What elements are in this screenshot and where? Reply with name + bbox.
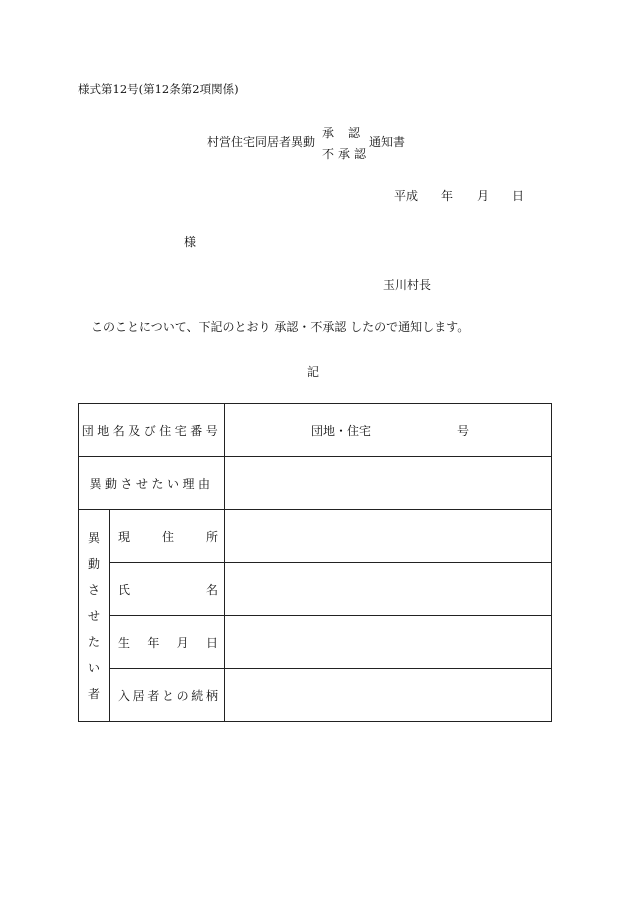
current-address-label: 現 住 所: [110, 510, 225, 563]
housing-value-suffix: 号: [457, 423, 470, 438]
table-row: [79, 563, 552, 616]
notice-table: [78, 403, 552, 722]
body-text: このことについて、下記のとおり 承認・不承認 したので通知します。: [91, 320, 470, 334]
table-row: [79, 669, 552, 722]
group-label: 異 動 さ せ た い 者: [79, 510, 110, 722]
housing-value-prefix: 団地・住宅: [311, 423, 372, 438]
housing-value[interactable]: [225, 404, 552, 457]
birthdate-label: 生 年 月 日: [110, 616, 225, 669]
reason-value[interactable]: [225, 457, 552, 510]
title-suffix: 通知書: [369, 135, 406, 149]
title-option-approve: 承認: [322, 126, 375, 140]
date-era: 平成: [394, 189, 419, 203]
date-month-label: 月: [477, 189, 490, 203]
name-value[interactable]: [225, 563, 552, 616]
current-address-value[interactable]: [225, 510, 552, 563]
table-row: [79, 404, 552, 457]
table-row: [79, 510, 552, 563]
name-label: 氏 名: [110, 563, 225, 616]
relationship-value[interactable]: [225, 669, 552, 722]
date-day-label: 日: [512, 189, 525, 203]
date-year-label: 年: [441, 189, 454, 203]
reason-label: 異動させたい理由: [79, 457, 225, 510]
birthdate-value[interactable]: [225, 616, 552, 669]
addressee-suffix: 様: [184, 235, 197, 249]
table-row: [79, 457, 552, 510]
table-row: [79, 616, 552, 669]
document-title: 村営住宅同居者異動: [207, 135, 316, 149]
relationship-label: 入 居 者 と の 続 柄: [110, 669, 225, 722]
title-option-disapprove: 不承認: [322, 147, 371, 161]
housing-label: 団地名及び住宅番号: [79, 404, 225, 457]
ki-heading: 記: [307, 365, 320, 379]
form-number: 様式第12号(第12条第2項関係): [78, 82, 239, 96]
sender: 玉川村長: [383, 278, 432, 292]
